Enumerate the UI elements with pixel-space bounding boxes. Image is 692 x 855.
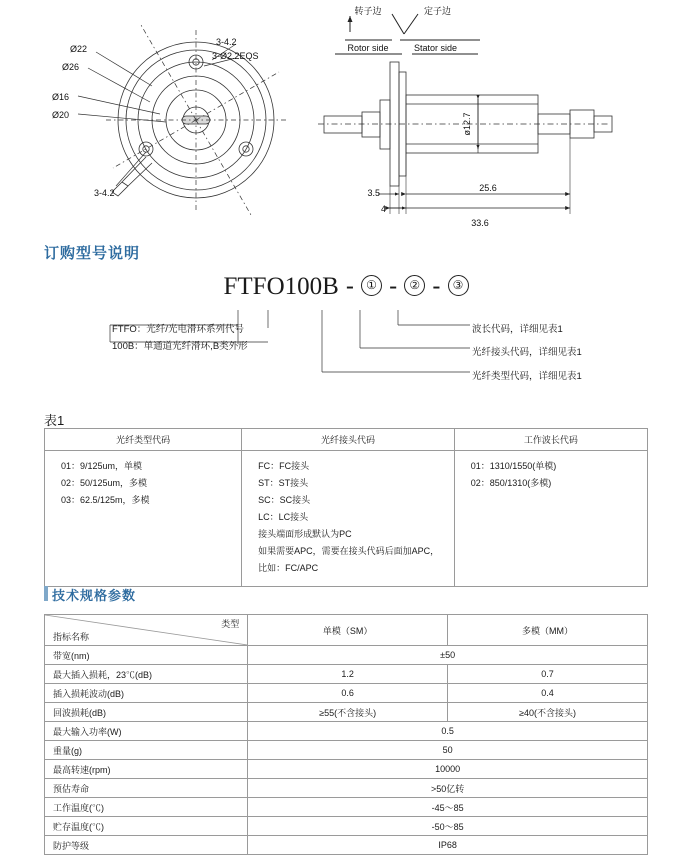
table1-cell-wavelength <box>454 451 647 587</box>
spec-row-span-value: -45～85 <box>248 798 648 817</box>
spec-row <box>45 836 648 855</box>
connector-note-1: 接头端面形成默认为PC <box>258 529 352 539</box>
spec-row <box>45 722 648 741</box>
label-d22: Ø22 <box>70 44 88 54</box>
spec-row <box>45 779 648 798</box>
table1-header-row <box>45 429 648 451</box>
label-rotor-cn: 转子边 <box>354 6 382 16</box>
callout-wavelength: 波长代码，详细见表1 <box>472 324 563 335</box>
fiber-type-opt-3: 03：62.5/125m，多模 <box>61 495 150 505</box>
spec-row-label: 工作温度(℃) <box>45 798 248 817</box>
order-section-heading: 订购型号说明 <box>44 245 141 262</box>
spec-row <box>45 760 648 779</box>
callout-connector: 光纤接头代码，详细见表1 <box>472 347 582 358</box>
spec-row <box>45 741 648 760</box>
spec-row-label: 重量(g) <box>45 741 248 760</box>
connector-note-3: 比如：FC/APC <box>258 563 319 573</box>
drawing-svg <box>0 0 692 232</box>
model-prefix: FTFO <box>223 273 285 300</box>
connector-opt-lc: LC：LC接头 <box>258 512 309 522</box>
table1-header-fiber-type: 光纤类型代码 <box>45 429 242 451</box>
model-number-block <box>0 272 692 397</box>
model-series: 100B <box>284 273 339 300</box>
spec-row-span-value: IP68 <box>248 836 648 855</box>
table1-cell-connector <box>242 451 455 587</box>
table1-header-connector: 光纤接头代码 <box>242 429 455 451</box>
connector-opt-st: ST：ST接头 <box>258 478 309 488</box>
wavelength-opt-1: 01：1310/1550(单模) <box>470 461 557 471</box>
model-dash-3: - <box>432 272 441 300</box>
spec-row-sm: ≥55(不含接头) <box>248 703 448 722</box>
spec-row-label: 带宽(nm) <box>45 646 248 665</box>
spec-row-label: 插入损耗波动(dB) <box>45 684 248 703</box>
label-dim-336: 33.6 <box>471 218 489 228</box>
spec-row-span-value: -50～85 <box>248 817 648 836</box>
label-dim-256: 25.6 <box>479 183 497 193</box>
spec-heading-bar <box>44 586 48 601</box>
label-dim-35: 3.5 <box>367 188 380 198</box>
label-holes-342-bottom: 3-4.2 <box>94 188 115 198</box>
spec-section-heading: 技术规格参数 <box>52 588 137 603</box>
spec-row-label: 回波损耗(dB) <box>45 703 248 722</box>
fiber-type-opt-1: 01：9/125um，单模 <box>61 461 143 471</box>
spec-table <box>44 614 648 855</box>
label-dia-127: ø12.7 <box>462 112 472 136</box>
spec-row-label: 最大插入损耗，23℃(dB) <box>45 665 248 684</box>
callout-fiber-type: 光纤类型代码，详细见表1 <box>472 371 582 382</box>
spec-row-label: 预估寿命 <box>45 779 248 798</box>
label-d20: Ø20 <box>52 110 70 120</box>
label-d16: Ø16 <box>52 92 70 102</box>
spec-row-span-value: 10000 <box>248 760 648 779</box>
spec-row <box>45 665 648 684</box>
spec-row-span-value: 50 <box>248 741 648 760</box>
spec-header-label-right: 类型 <box>221 619 240 629</box>
spec-row-sm: 0.6 <box>248 684 448 703</box>
callout-ftfo: FTFO：光纤/光电滑环系列代号 <box>112 324 244 335</box>
spec-row <box>45 684 648 703</box>
spec-row <box>45 798 648 817</box>
table1-cell-fiber-type <box>45 451 242 587</box>
spec-header-mm: 多模（MM） <box>448 615 648 646</box>
table1-heading: 表1 <box>44 413 65 428</box>
label-rotor-en: Rotor side <box>347 43 389 53</box>
spec-row-span-value: 0.5 <box>248 722 648 741</box>
model-code-1: ① <box>361 275 382 296</box>
label-stator-en: Stator side <box>414 43 458 53</box>
model-dash-1: - <box>345 272 355 300</box>
spec-header-corner <box>45 615 248 646</box>
spec-row-mm: 0.7 <box>448 665 648 684</box>
model-code-2: ② <box>404 275 425 296</box>
model-leader-lines <box>0 272 692 397</box>
connector-note-2: 如果需要APC，需要在接头代码后面加APC， <box>258 546 440 556</box>
spec-header-label-left: 指标名称 <box>53 632 90 642</box>
model-code-3: ③ <box>448 275 469 296</box>
spec-row-span-value: >50亿转 <box>248 779 648 798</box>
spec-row-label: 贮存温度(℃) <box>45 817 248 836</box>
spec-row-mm: ≥40(不含接头) <box>448 703 648 722</box>
label-dim-4: 4 <box>380 204 386 214</box>
label-holes-342-top: 3-4.2 <box>216 37 237 47</box>
table1 <box>44 428 648 587</box>
spec-row-label: 最高转速(rpm) <box>45 760 248 779</box>
spec-row-sm: 1.2 <box>248 665 448 684</box>
spec-row <box>45 817 648 836</box>
spec-row <box>45 703 648 722</box>
technical-drawings <box>0 0 692 232</box>
label-stator-cn: 定子边 <box>424 6 452 16</box>
spec-row <box>45 646 648 665</box>
spec-row-span-value: ±50 <box>248 646 648 665</box>
connector-opt-sc: SC：SC接头 <box>258 495 311 505</box>
table1-header-wavelength: 工作波长代码 <box>454 429 647 451</box>
table1-body-row <box>45 451 648 587</box>
spec-header-sm: 单模（SM） <box>248 615 448 646</box>
spec-row-mm: 0.4 <box>448 684 648 703</box>
callout-100b: 100B：单通道光纤滑环,B类外形 <box>112 341 248 352</box>
spec-header-row <box>45 615 648 646</box>
spec-row-label: 防护等级 <box>45 836 248 855</box>
label-holes-eqs: 3-Ø2.2EQS <box>212 51 259 61</box>
fiber-type-opt-2: 02：50/125um，多模 <box>61 478 148 488</box>
model-dash-2: - <box>389 272 398 300</box>
spec-row-label: 最大输入功率(W) <box>45 722 248 741</box>
connector-opt-fc: FC：FC接头 <box>258 461 310 471</box>
label-d26: Ø26 <box>62 62 80 72</box>
wavelength-opt-2: 02：850/1310(多模) <box>470 478 552 488</box>
